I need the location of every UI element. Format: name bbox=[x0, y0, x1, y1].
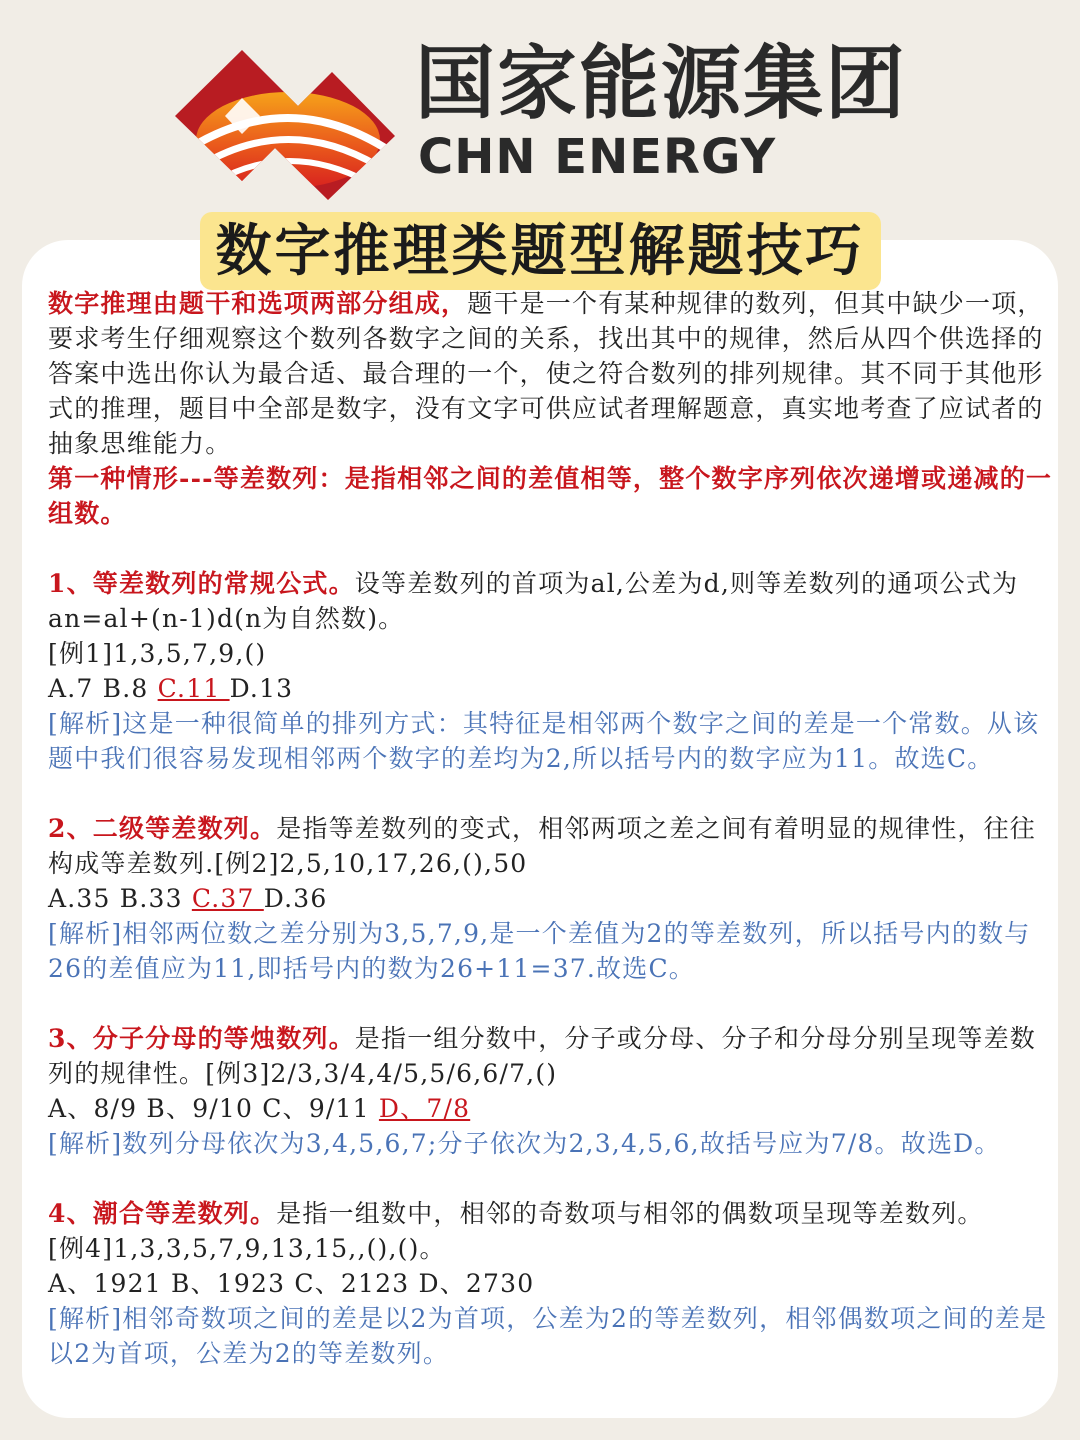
section-4-desc: 4、潮合等差数列。是指一组数中，相邻的奇数项与相邻的偶数项呈现等差数列。 bbox=[48, 1199, 984, 1228]
title-container bbox=[0, 212, 1080, 290]
brand-name-cn: 国家能源集团 bbox=[415, 37, 907, 130]
section-4-options: A、1921 B、1923 C、2123 D、2730 bbox=[48, 1269, 535, 1298]
page-title: 数字推理类题型解题技巧 bbox=[200, 212, 881, 290]
brand-header bbox=[0, 0, 1080, 220]
section-1-example: [例1]1,3,5,7,9,() bbox=[48, 639, 267, 668]
section-2-analysis: [解析]相邻两位数之差分别为3,5,7,9,是一个差值为2的等差数列，所以括号内的数与26的差值应为11,即括号内的数为26+11=37.故选C。 bbox=[48, 919, 1031, 983]
section-1-analysis: [解析]这是一种很简单的排列方式：其特征是相邻两个数字之间的差是一个常数。从该题中我们很容易发现相邻两个数字的差均为2,所以括号内的数字应为11。故选C。 bbox=[48, 709, 1040, 773]
section-2-answer: C.37 bbox=[191, 884, 264, 913]
section-1-answer: C.11 bbox=[157, 674, 230, 703]
section-3-answer: D、7/8 bbox=[378, 1094, 471, 1123]
intro-paragraph bbox=[48, 286, 1053, 461]
section-2-desc: 2、二级等差数列。是指等差数列的变式，相邻两项之差之间有着明显的规律性，往往构成等差数列.[例2]2,5,10,17,26,(),50 bbox=[48, 814, 1037, 878]
chn-energy-logo-icon bbox=[170, 28, 400, 203]
article-body bbox=[48, 286, 1053, 1371]
intro-lead: 数字推理由题干和选项两部分组成， bbox=[48, 289, 468, 318]
case-heading: 第一种情形---等差数列：是指相邻之间的差值相等，整个数字序列依次递增或递减的一组数。 bbox=[48, 464, 1053, 528]
section-2-options: A.35 B.33 C.37 D.36 bbox=[48, 884, 328, 913]
intro-body: 题干是一个有某种规律的数列，但其中缺少一项，要求考生仔细观察这个数列各数字之间的关系，找出其中的规律，然后从四个供选择的答案中选出你认为最合适、最合理的一个，使之符合数列的排列规律。其不同于其他形式的推理，题目中全部是数字，没有文字可供应试者理解题意，真实地考查了应试者的抽象思维能力。 bbox=[48, 289, 1044, 458]
section-1-desc: 1、等差数列的常规公式。设等差数列的首项为al,公差为d,则等差数列的通项公式为an=al+(n-1)d(n为自然数)。 bbox=[48, 569, 1019, 633]
section-2-heading: 2、二级等差数列。 bbox=[48, 814, 277, 843]
section-4-analysis: [解析]相邻奇数项之间的差是以2为首项，公差为2的等差数列，相邻偶数项之间的差是以2为首项，公差为2的等差数列。 bbox=[48, 1304, 1048, 1368]
section-3-options: A、8/9 B、9/10 C、9/11 D、7/8 bbox=[48, 1094, 471, 1123]
section-1-options: A.7 B.8 C.11 D.13 bbox=[48, 674, 294, 703]
brand-name-en: CHN ENERGY bbox=[418, 129, 777, 185]
section-3-desc: 3、分子分母的等烛数列。是指一组分数中，分子或分母、分子和分母分别呈现等差数列的规律性。[例3]2/3,3/4,4/5,5/6,6/7,() bbox=[48, 1024, 1036, 1088]
section-4-example: [例4]1,3,3,5,7,9,13,15,,(),()。 bbox=[48, 1234, 446, 1263]
section-3-analysis: [解析]数列分母依次为3,4,5,6,7;分子依次为2,3,4,5,6,故括号应为7/8。故选D。 bbox=[48, 1129, 1001, 1158]
section-4-heading: 4、潮合等差数列。 bbox=[48, 1199, 277, 1228]
section-1-heading: 1、等差数列的常规公式。 bbox=[48, 569, 355, 598]
section-3-heading: 3、分子分母的等烛数列。 bbox=[48, 1024, 355, 1053]
